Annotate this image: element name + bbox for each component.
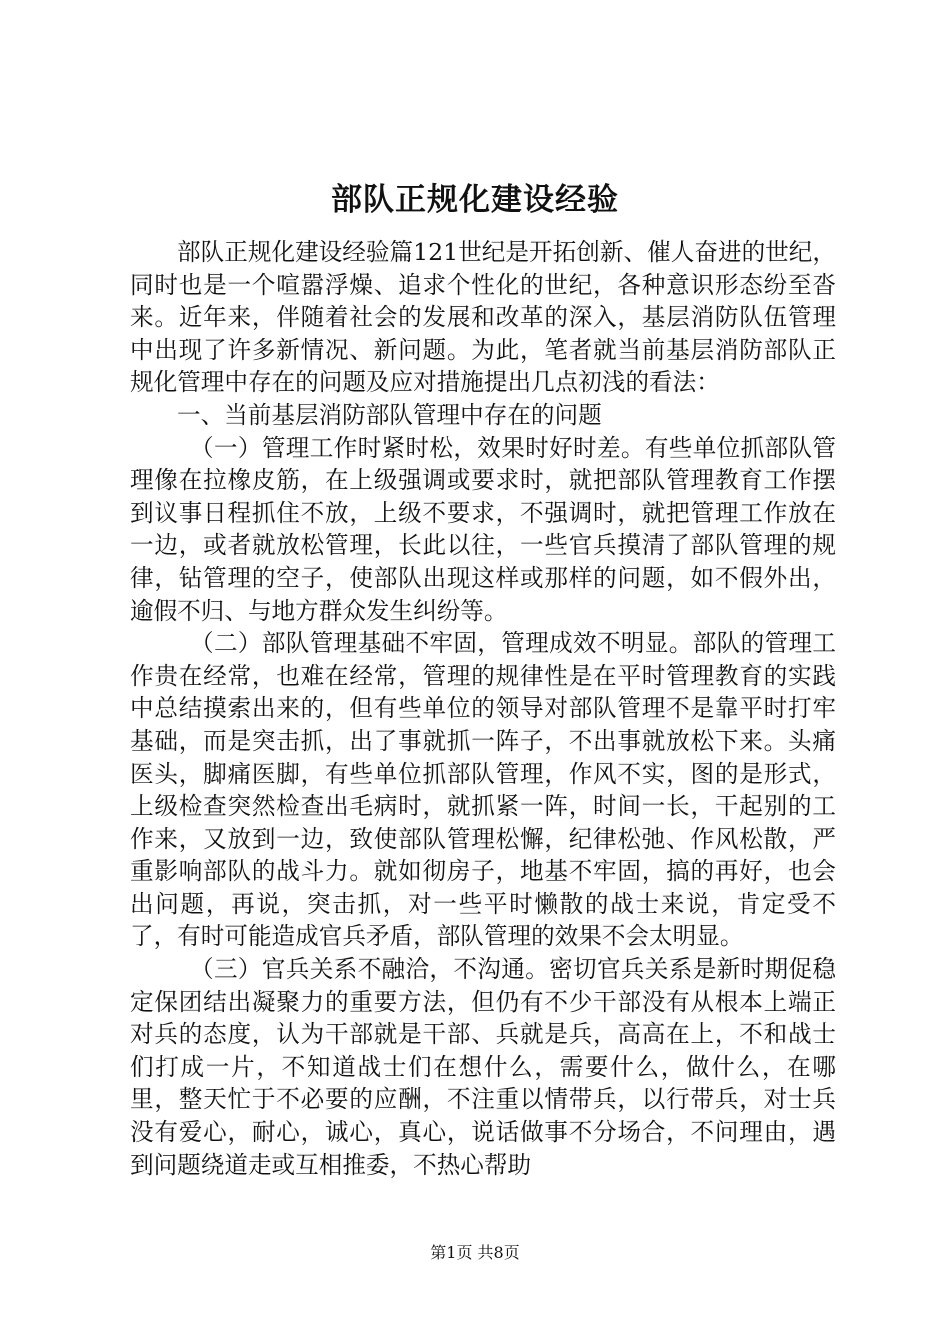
subsection-paragraph-3: （三）官兵关系不融洽，不沟通。密切官兵关系是新时期促稳定保团结出凝聚力的重要方法，但仍有不少干部没有从根本上端正对兵的态度，认为干部就是干部、兵就是兵，高高在上，不和战士们打成一片，不知道战士们在想什么，需要什么，做什么，在哪里，整天忙于不必要的应酬，不注重以情带兵，以行带兵，对士兵没有爱心，耐心，诚心，真心，说话做事不分场合，不问理由，遇到问题绕道走或互相推委，不热心帮助: [130, 955, 836, 1179]
document-body: [130, 236, 836, 1181]
intro-paragraph: 部队正规化建设经验篇121世纪是开拓创新、催人奋进的世纪，同时也是一个喧嚣浮燥、追求个性化的世纪，各种意识形态纷至沓来。近年来，伴随着社会的发展和改革的深入，基层消防队伍管理中出现了许多新情况、新问题。为此，笔者就当前基层消防部队正规化管理中存在的问题及应对措施提出几点初浅的看法：: [130, 238, 836, 397]
subsection-paragraph-1: （一）管理工作时紧时松，效果时好时差。有些单位抓部队管理像在拉橡皮筋，在上级强调或要求时，就把部队管理教育工作摆到议事日程抓住不放，上级不要求，不强调时，就把管理工作放在一边，或者就放松管理，长此以往，一些官兵摸清了部队管理的规律，钻管理的空子，使部队出现这样或那样的问题，如不假外出，逾假不归、与地方群众发生纠纷等。: [130, 433, 836, 625]
document-title: 部队正规化建设经验: [331, 182, 619, 218]
page-number-footer: 第1页 共8页: [430, 1243, 520, 1262]
subsection-paragraph-2: （二）部队管理基础不牢固，管理成效不明显。部队的管理工作贵在经常，也难在经常，管理的规律性是在平时管理教育的实践中总结摸索出来的，但有些单位的领导对部队管理不是靠平时打牢基础，而是突击抓，出了事就抓一阵子，不出事就放松下来。头痛医头，脚痛医脚，有些单位抓部队管理，作风不实，图的是形式，上级检查突然检查出毛病时，就抓紧一阵，时间一长，干起别的工作来，又放到一边，致使部队管理松懈，纪律松弛、作风松散，严重影响部队的战斗力。就如彻房子，地基不牢固，搞的再好，也会出问题，再说，突击抓，对一些平时懒散的战士来说，肯定受不了，有时可能造成官兵矛盾，部队管理的效果不会太明显。: [130, 629, 836, 951]
section-heading: 一、当前基层消防部队管理中存在的问题: [177, 400, 602, 429]
